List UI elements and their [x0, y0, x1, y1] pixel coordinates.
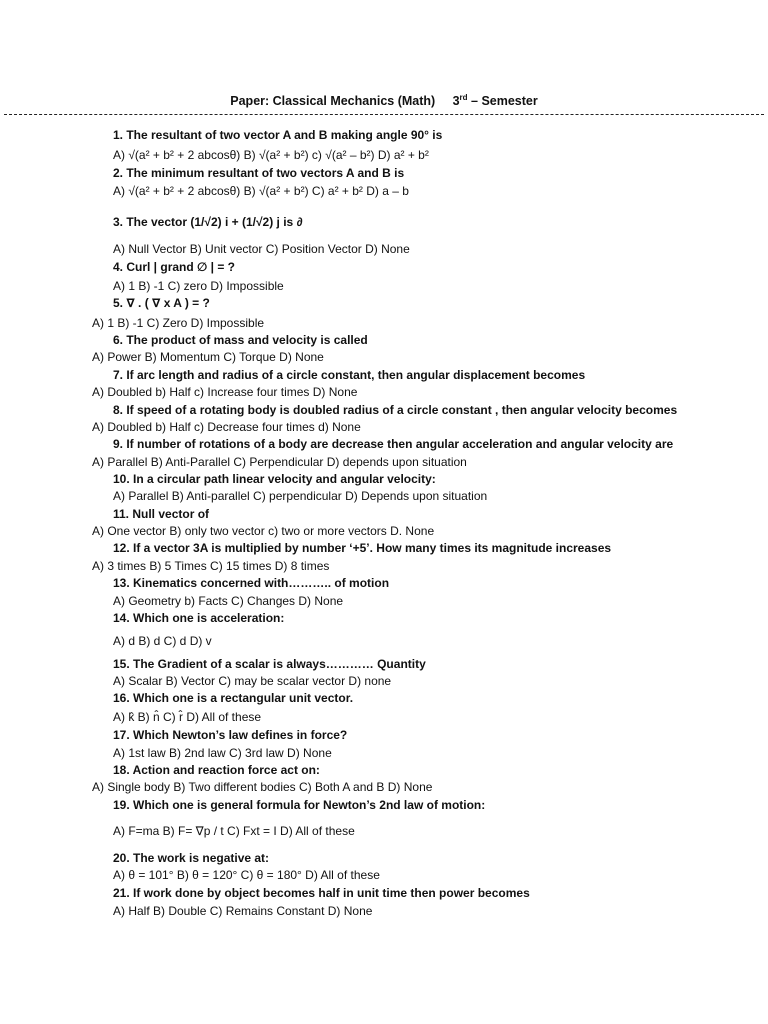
question-line: 7. If arc length and radius of a circle constant, then angular displacement becomes: [113, 368, 586, 382]
question-line: 21. If work done by object becomes half in unit time then power becomes: [113, 886, 530, 900]
question-line: 14. Which one is acceleration:: [113, 611, 285, 625]
question-line: 16. Which one is a rectangular unit vector.: [113, 691, 354, 705]
answer-line: A) √(a² + b² + 2 abcosθ) B) √(a² + b²) c) √(a² – b²) D) a² + b²: [113, 148, 429, 162]
answer-line: A) θ = 101° B) θ = 120° C) θ = 180° D) All of these: [113, 868, 380, 882]
answer-line: A) k̂ B) n̂ C) r̂ D) All of these: [113, 710, 262, 724]
answer-line: A) Scalar B) Vector C) may be scalar vector D) none: [113, 674, 392, 688]
answer-line: A) 1 B) -1 C) Zero D) Impossible: [92, 316, 265, 330]
answer-line: A) √(a² + b² + 2 abcosθ) B) √(a² + b²) C) a² + b² D) a – b: [113, 184, 409, 198]
page-title: [0, 93, 768, 108]
question-line: 4. Curl | grand ∅ | = ?: [113, 260, 236, 274]
question-line: 1. The resultant of two vector A and B making angle 90° is: [113, 128, 443, 142]
answer-line: A) Parallel B) Anti-parallel C) perpendicular D) Depends upon situation: [113, 489, 488, 503]
question-line: 18. Action and reaction force act on:: [113, 763, 320, 777]
semester-sup: rd: [459, 93, 468, 102]
answer-line: A) Doubled b) Half c) Decrease four times d) None: [92, 420, 361, 434]
question-line: 10. In a circular path linear velocity and angular velocity:: [113, 472, 436, 486]
answer-line: A) Doubled b) Half c) Increase four times D) None: [92, 385, 358, 399]
answer-line: A) Power B) Momentum C) Torque D) None: [92, 350, 324, 364]
question-line: 2. The minimum resultant of two vectors A and B is: [113, 166, 405, 180]
title-prefix: Paper: Classical Mechanics (Math): [230, 94, 436, 109]
answer-line: A) 1st law B) 2nd law C) 3rd law D) None: [113, 746, 332, 760]
answer-line: A) 1 B) -1 C) zero D) Impossible: [113, 279, 284, 293]
dashed-divider: [4, 114, 764, 115]
question-line: 3. The vector (1/√2) i + (1/√2) j is ∂: [113, 215, 303, 229]
answer-line: A) d B) d C) d D) v: [113, 634, 212, 648]
question-line: 11. Null vector of: [113, 507, 210, 521]
semester-suffix: – Semester: [471, 94, 538, 109]
answer-line: A) Single body B) Two different bodies C) Both A and B D) None: [92, 780, 433, 794]
answer-line: A) 3 times B) 5 Times C) 15 times D) 8 times: [92, 559, 330, 573]
answer-line: A) Half B) Double C) Remains Constant D) None: [113, 904, 373, 918]
semester-num: 3: [452, 94, 460, 109]
question-line: 12. If a vector 3A is multiplied by number ‘+5’. How many times its magnitude increases: [113, 541, 612, 555]
question-line: 20. The work is negative at:: [113, 851, 270, 865]
question-line: 6. The product of mass and velocity is called: [113, 333, 368, 347]
question-line: 19. Which one is general formula for Newton’s 2nd law of motion:: [113, 798, 486, 812]
question-line: 15. The Gradient of a scalar is always………… Quantity: [113, 657, 426, 671]
answer-line: A) One vector B) only two vector c) two or more vectors D. None: [92, 524, 435, 538]
answer-line: A) F=ma B) F= ∇p / t C) Fxt = I D) All of these: [113, 824, 355, 838]
question-line: 8. If speed of a rotating body is doubled radius of a circle constant , then angular velocity becomes: [113, 403, 678, 417]
question-line: 17. Which Newton’s law defines in force?: [113, 728, 348, 742]
answer-line: A) Parallel B) Anti-Parallel C) Perpendicular D) depends upon situation: [92, 455, 467, 469]
answer-line: A) Null Vector B) Unit vector C) Position Vector D) None: [113, 242, 410, 256]
question-line: 13. Kinematics concerned with……….. of motion: [113, 576, 390, 590]
question-line: 9. If number of rotations of a body are decrease then angular acceleration and angular velocity are: [113, 437, 674, 451]
question-line: 5. ∇ . ( ∇ x A ) = ?: [113, 296, 210, 310]
answer-line: A) Geometry b) Facts C) Changes D) None: [113, 594, 344, 608]
